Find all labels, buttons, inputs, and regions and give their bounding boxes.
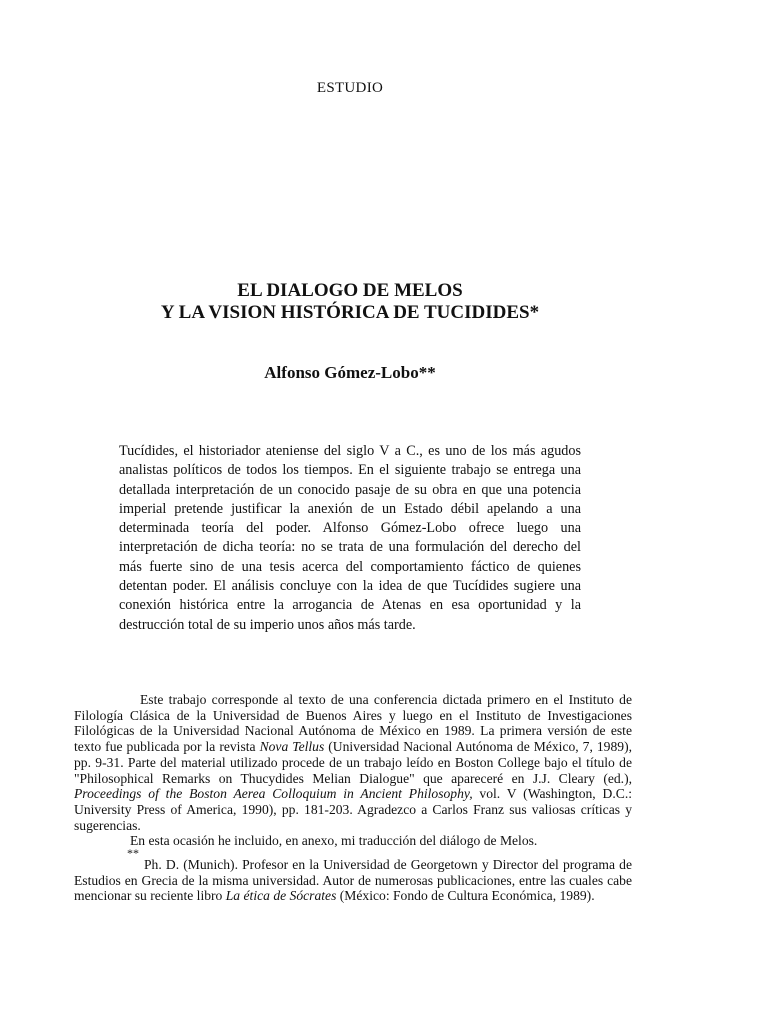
article-title-line1: EL DIALOGO DE MELOS bbox=[237, 280, 463, 301]
footnote-1-text-c: vol. V (Washington, D.C.: University Press of America, 1990), pp. 181-203. Agradezco a Carlos Franz sus valiosas críticas y sugerencias. bbox=[74, 786, 632, 833]
footnote-2-text-a: Ph. D. (Munich). Profesor en la Universidad de Georgetown y Director del programa de Estudios en Grecia de la misma universidad. Autor de numerosas publicaciones, entre las cuales cabe mencionar su reciente libro bbox=[74, 857, 632, 904]
footnote-2-book: La ética de Sócrates bbox=[225, 888, 337, 904]
footnote-2-text-b: (México: Fondo de Cultura Económica, 1989). bbox=[336, 888, 595, 904]
section-label-text: ESTUDIO bbox=[316, 80, 384, 96]
footnote-1-journal: Nova Tellus bbox=[259, 739, 325, 755]
footnote-1-text-a: Este trabajo corresponde al texto de una conferencia dictada primero en el Instituto de Filología Clásica de la Universidad de Buenos Aires y luego en el Instituto de Investigaciones Filológicas de la Universidad Nacional Autónoma de México en 1989. La primera versión de este texto fue publicada por la revista bbox=[74, 692, 632, 755]
article-title bbox=[0, 280, 700, 324]
footnote-2-mark: ** bbox=[127, 846, 139, 861]
footnote-1-second: En esta ocasión he incluido, en anexo, mi traducción del diálogo de Melos. bbox=[130, 833, 538, 849]
footnote-1-text-b: (Universidad Nacional Autónoma de México, 7, 1989), pp. 9-31. Parte del material utilizado procede de un trabajo leído en Boston College bajo el título de "Philosophical Remarks on Thucydides Melian Dialogue" que apareceré en J.J. Cleary (ed.), bbox=[74, 739, 632, 786]
section-label bbox=[0, 80, 768, 97]
footnotes bbox=[74, 692, 632, 904]
article-author: Alfonso Gómez-Lobo** bbox=[264, 363, 436, 382]
footnote-2 bbox=[74, 857, 632, 904]
abstract bbox=[119, 442, 581, 635]
article-title-line2: Y LA VISION HISTÓRICA DE TUCIDIDES* bbox=[160, 302, 540, 323]
abstract-text: Tucídides, el historiador ateniense del siglo V a C., es uno de los más agudos analistas políticos de todos los tiempos. En el siguiente trabajo se entrega una detallada interpretación de un conocido pasaje de su obra en que una potencia imperial pretende justificar la anexión de un Estado débil apelando a una determinada teoría del poder. Alfonso Gómez-Lobo ofrece luego una interpretación de dicha teoría: no se trata de una formulación del derecho del más fuerte sino de una tesis acerca del comportamiento fáctico de quienes detentan poder. El análisis concluye con la idea de que Tucídides sugiere una conexión histórica entre la arrogancia de Atenas en esa oportunidad y la destrucción total de su imperio unos años más tarde. bbox=[119, 443, 581, 633]
footnote-1 bbox=[74, 692, 632, 833]
footnote-1-proceedings: Proceedings of the Boston Aerea Colloquium in Ancient Philosophy, bbox=[74, 786, 473, 802]
